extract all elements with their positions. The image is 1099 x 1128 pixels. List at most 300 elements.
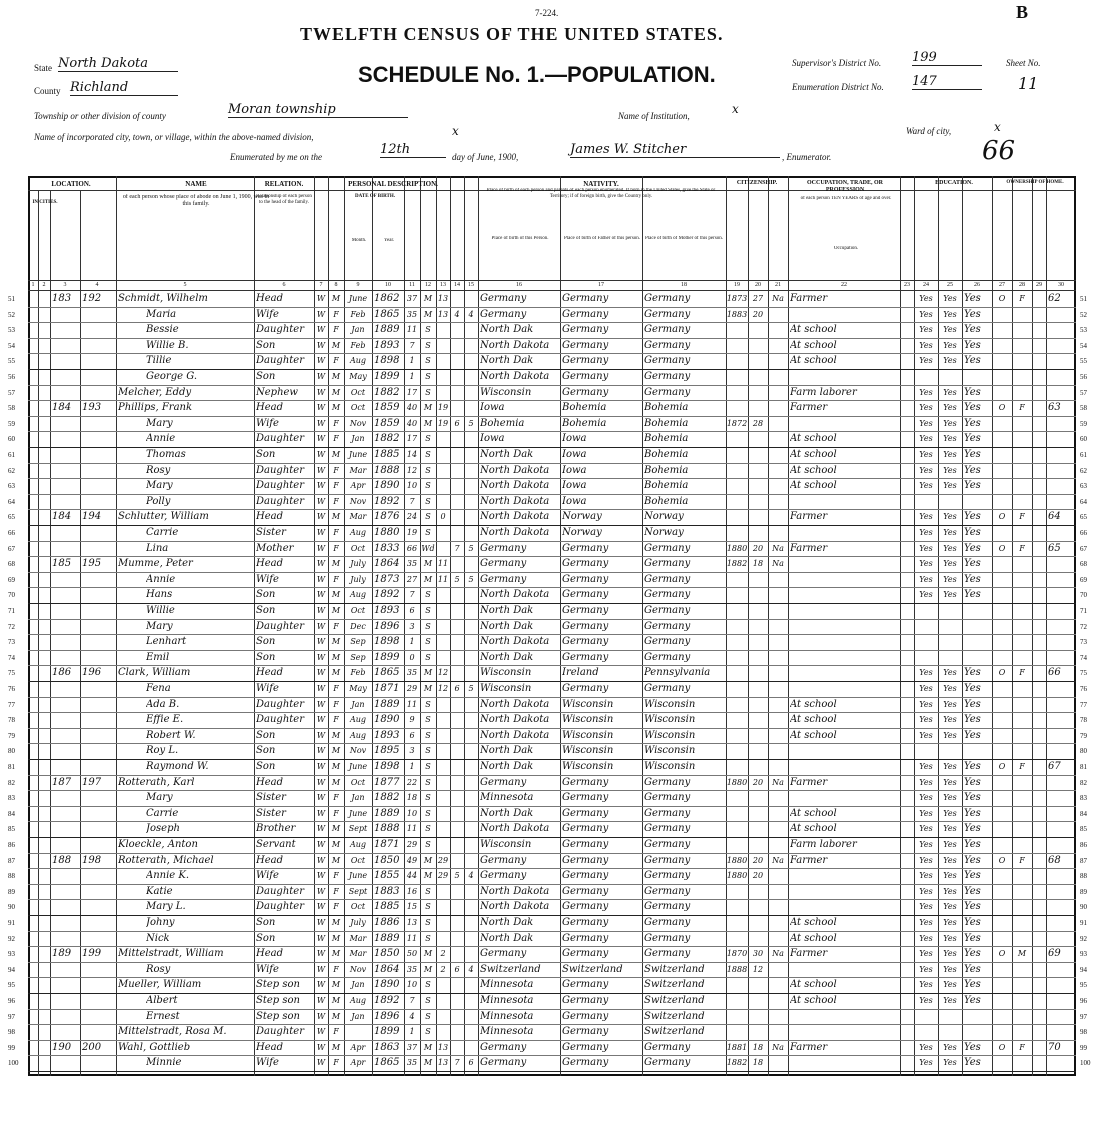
cell-dw bbox=[52, 463, 79, 479]
cell-own: O bbox=[998, 855, 1006, 865]
cell-imm: 1880 bbox=[726, 777, 748, 787]
cell-imm bbox=[726, 634, 748, 650]
cell-ym: 13 bbox=[437, 309, 449, 319]
cell-sex: M bbox=[331, 637, 341, 647]
group-nativity: NATIVITY. bbox=[583, 180, 619, 188]
cell-dw: 187 bbox=[52, 776, 72, 788]
census-row bbox=[8, 385, 1087, 402]
cell-ms: S bbox=[425, 1011, 431, 1021]
cell-fm: F bbox=[1019, 762, 1025, 771]
cell-dw bbox=[52, 821, 79, 837]
cell-nat: Na bbox=[772, 949, 784, 959]
cell-dw bbox=[52, 759, 79, 775]
cell-imm bbox=[726, 478, 748, 494]
pob-father-header: Place of birth of Father of this person. bbox=[563, 236, 641, 241]
cell-farm bbox=[1048, 322, 1075, 338]
cell-fb: Germany bbox=[562, 355, 609, 367]
cell-rd: Yes bbox=[919, 403, 933, 413]
cell-mc bbox=[450, 884, 464, 900]
cell-yr: 1892 bbox=[374, 589, 400, 601]
cell-imm bbox=[726, 931, 748, 947]
cell-nat bbox=[768, 307, 788, 323]
cell-rd bbox=[914, 1009, 938, 1025]
line-number: 81 bbox=[1080, 763, 1087, 771]
cell-mc: 6 bbox=[454, 684, 460, 693]
cell-name: Bessie bbox=[146, 324, 179, 336]
cell-ym bbox=[436, 525, 450, 541]
cell-sex: F bbox=[333, 418, 339, 428]
cell-col: W bbox=[316, 793, 326, 803]
cell-occ: At school bbox=[790, 823, 837, 835]
cell-ms: S bbox=[425, 325, 431, 335]
cell-imm: 1880 bbox=[726, 871, 748, 881]
cell-name: Schlutter, William bbox=[118, 511, 209, 523]
cell-ym bbox=[436, 712, 450, 728]
cell-own bbox=[992, 478, 1012, 494]
cell-rd bbox=[914, 1024, 938, 1040]
cell-mb: Germany bbox=[644, 293, 691, 304]
cell-col: W bbox=[316, 590, 326, 600]
cell-name: Mary L. bbox=[146, 901, 186, 913]
group-name: NAME bbox=[185, 180, 207, 188]
cell-name: Mary bbox=[146, 620, 173, 632]
cell-dw bbox=[52, 962, 79, 978]
cell-col: W bbox=[316, 621, 326, 631]
cell-col: W bbox=[316, 996, 326, 1005]
cell-col: W bbox=[316, 871, 326, 881]
cell-farm bbox=[1048, 1055, 1075, 1071]
cell-farm bbox=[1048, 431, 1075, 447]
cell-ml bbox=[464, 1040, 478, 1056]
cell-fm bbox=[1012, 603, 1032, 619]
cell-fam bbox=[82, 619, 113, 635]
cell-name: Ada B. bbox=[146, 698, 180, 710]
cell-mb: Germany bbox=[644, 901, 691, 913]
cell-fb: Germany bbox=[562, 339, 609, 351]
cell-dw bbox=[52, 525, 79, 541]
cell-wr: Yes bbox=[943, 465, 957, 475]
cell-col: W bbox=[316, 730, 326, 740]
cell-farm bbox=[1048, 385, 1075, 401]
cell-ym bbox=[436, 697, 450, 713]
cell-fm bbox=[1012, 743, 1032, 759]
line-number: 74 bbox=[8, 653, 15, 662]
cell-nat: Na bbox=[772, 1042, 784, 1052]
cell-fb: Wisconsin bbox=[562, 745, 614, 757]
cell-ml bbox=[464, 338, 478, 354]
cell-ms: M bbox=[423, 1042, 433, 1052]
pob-person-header: Place of birth of this Person. bbox=[491, 236, 549, 241]
cell-ym bbox=[436, 634, 450, 650]
cell-occ: Farmer bbox=[790, 1041, 828, 1053]
cell-fm bbox=[1012, 572, 1032, 588]
cell-name: Lina bbox=[146, 542, 169, 554]
cell-pb: North Dakota bbox=[480, 901, 550, 913]
cell-ms: S bbox=[425, 528, 431, 537]
cell-wr: Yes bbox=[943, 543, 957, 553]
cell-mb: Germany bbox=[644, 683, 691, 694]
cell-occ: At school bbox=[790, 464, 837, 476]
cell-pb: North Dakota bbox=[480, 371, 550, 382]
cell-mo: Mar bbox=[349, 465, 367, 475]
line-number: 89 bbox=[1080, 887, 1087, 896]
cell-fb: Germany bbox=[562, 823, 609, 835]
line-number: 54 bbox=[1080, 341, 1087, 350]
cell-age: 44 bbox=[406, 871, 418, 881]
cell-mb: Germany bbox=[644, 1041, 691, 1053]
cell-wr bbox=[938, 650, 962, 666]
cell-ms: M bbox=[423, 294, 433, 303]
cell-wr: Yes bbox=[943, 1042, 957, 1052]
census-row bbox=[8, 291, 1087, 308]
cell-col: W bbox=[316, 855, 326, 865]
cell-sex: F bbox=[333, 808, 339, 818]
cell-imm bbox=[726, 509, 748, 525]
enumerator-name: James W. Stitcher bbox=[570, 142, 780, 158]
cell-wr bbox=[938, 619, 962, 635]
cell-rel: Sister bbox=[256, 527, 286, 538]
cell-farm: 66 bbox=[1048, 667, 1061, 679]
cell-col: W bbox=[316, 668, 326, 678]
line-number: 64 bbox=[8, 497, 15, 506]
cell-yus: 27 bbox=[752, 294, 764, 303]
cell-fb: Norway bbox=[562, 511, 602, 523]
line-number: 96 bbox=[1080, 997, 1087, 1005]
cell-fm bbox=[1012, 868, 1032, 884]
cell-imm bbox=[726, 1009, 748, 1025]
cell-mc bbox=[450, 899, 464, 915]
cell-name: Roy L. bbox=[146, 745, 179, 757]
cell-own bbox=[992, 775, 1012, 791]
column-number: 5 bbox=[183, 282, 187, 288]
cell-age: 35 bbox=[406, 309, 418, 319]
cell-imm bbox=[726, 665, 748, 681]
cell-name: Nick bbox=[146, 932, 170, 944]
cell-rel: Daughter bbox=[256, 885, 304, 897]
cell-ml bbox=[464, 665, 478, 681]
column-number: 19 bbox=[734, 282, 740, 288]
cell-ym bbox=[436, 806, 450, 822]
cell-ml bbox=[464, 603, 478, 619]
cell-ms: S bbox=[425, 606, 431, 615]
line-number: 100 bbox=[1080, 1059, 1091, 1068]
cell-nat bbox=[768, 837, 788, 853]
cell-name: Carrie bbox=[146, 527, 179, 538]
census-row bbox=[8, 697, 1087, 714]
cell-fm bbox=[1012, 322, 1032, 338]
cell-pb: Germany bbox=[480, 1041, 527, 1053]
line-number: 99 bbox=[8, 1043, 15, 1052]
cell-occ bbox=[790, 868, 899, 884]
cell-ml bbox=[464, 400, 478, 416]
line-number: 85 bbox=[8, 825, 15, 834]
cell-mb: Germany bbox=[644, 371, 691, 382]
line-number: 99 bbox=[1080, 1043, 1087, 1052]
cell-col: W bbox=[316, 715, 326, 725]
cell-rel: Step son bbox=[256, 1010, 300, 1022]
cell-age: 14 bbox=[406, 450, 418, 459]
cell-wr: Yes bbox=[943, 855, 957, 865]
cell-mb: Germany bbox=[644, 589, 691, 601]
cell-yus bbox=[748, 509, 768, 525]
cell-fam bbox=[82, 884, 113, 900]
cell-mo: Oct bbox=[350, 543, 366, 553]
column-number: 18 bbox=[681, 282, 687, 288]
cell-pb: North Dakota bbox=[480, 589, 550, 601]
cell-en: Yes bbox=[964, 870, 981, 882]
cell-fm: F bbox=[1019, 1042, 1025, 1052]
line-number: 66 bbox=[1080, 529, 1087, 537]
cell-yr: 1898 bbox=[374, 761, 400, 772]
cell-age: 29 bbox=[406, 840, 418, 849]
cell-rel: Brother bbox=[256, 823, 296, 835]
cell-ml bbox=[464, 884, 478, 900]
cell-rel: Son bbox=[256, 651, 276, 663]
cell-name: Mary bbox=[146, 480, 173, 492]
cell-farm bbox=[1048, 307, 1075, 323]
cell-dw bbox=[52, 993, 79, 1009]
cell-en: Yes bbox=[964, 1041, 981, 1053]
cell-own bbox=[992, 369, 1012, 385]
cell-ml: 5 bbox=[468, 574, 474, 584]
cell-rel: Daughter bbox=[256, 714, 304, 726]
line-number: 57 bbox=[1080, 388, 1087, 397]
cell-ms: S bbox=[425, 808, 431, 818]
ward-value: x bbox=[994, 120, 1001, 134]
cell-mb: Bohemia bbox=[644, 417, 689, 429]
cell-ml bbox=[464, 806, 478, 822]
cell-ml: 6 bbox=[468, 1058, 474, 1068]
cell-dw: 189 bbox=[52, 948, 72, 960]
cell-fm bbox=[1012, 821, 1032, 837]
cell-name: Kloeckle, Anton bbox=[118, 839, 198, 850]
census-row bbox=[8, 1055, 1091, 1072]
cell-mo: July bbox=[350, 559, 366, 569]
line-number: 87 bbox=[8, 856, 15, 865]
line-number: 61 bbox=[8, 451, 15, 459]
cell-farm bbox=[1048, 338, 1075, 354]
cell-sex: M bbox=[331, 1011, 341, 1021]
line-number: 80 bbox=[1080, 747, 1087, 756]
cell-fb: Switzerland bbox=[562, 963, 623, 975]
cell-sex: F bbox=[333, 1058, 339, 1068]
cell-age: 11 bbox=[406, 933, 418, 943]
cell-rel: Son bbox=[256, 745, 276, 757]
cell-rel: Mother bbox=[256, 542, 294, 554]
cell-ms: S bbox=[425, 699, 431, 709]
cell-fm bbox=[1012, 915, 1032, 931]
schedule-title: SCHEDULE No. 1.—POPULATION. bbox=[358, 62, 716, 87]
cell-ms: M bbox=[423, 574, 433, 584]
cell-ym bbox=[436, 619, 450, 635]
cell-fm bbox=[1012, 634, 1032, 650]
cell-own: O bbox=[998, 403, 1006, 413]
cell-en: Yes bbox=[964, 402, 981, 414]
cell-yr: 1898 bbox=[374, 636, 400, 648]
census-row bbox=[8, 806, 1087, 823]
cell-yus bbox=[748, 1024, 768, 1040]
cell-nat bbox=[768, 993, 788, 1009]
cell-name: Rosy bbox=[146, 464, 171, 476]
cell-farm bbox=[1048, 556, 1075, 572]
cell-fm: F bbox=[1019, 543, 1025, 553]
cell-ms: M bbox=[423, 668, 433, 678]
cell-occ bbox=[790, 369, 899, 385]
cell-farm bbox=[1048, 603, 1075, 619]
cell-own bbox=[992, 525, 1012, 541]
cell-occ: Farm laborer bbox=[790, 386, 857, 398]
cell-fam bbox=[82, 899, 113, 915]
cell-dw bbox=[52, 931, 79, 947]
cell-wr: Yes bbox=[943, 325, 957, 335]
cell-ms: S bbox=[425, 746, 431, 756]
line-number: 65 bbox=[1080, 513, 1087, 522]
cell-fb: Germany bbox=[562, 1026, 609, 1038]
cell-mb: Switzerland bbox=[644, 1026, 705, 1038]
state-label: State bbox=[34, 63, 52, 73]
cell-fm bbox=[1012, 931, 1032, 947]
cell-own: O bbox=[998, 1042, 1006, 1052]
group-birth: DATE OF BIRTH. bbox=[355, 194, 395, 199]
cell-mc bbox=[450, 478, 464, 494]
cell-ml bbox=[464, 463, 478, 479]
column-number: 11 bbox=[409, 282, 415, 288]
cell-fm bbox=[1012, 447, 1032, 463]
cell-nat bbox=[768, 868, 788, 884]
cell-own bbox=[992, 416, 1012, 432]
cell-sex: F bbox=[333, 621, 339, 631]
cell-nat bbox=[768, 899, 788, 915]
cell-pb: North Dakota bbox=[480, 698, 550, 710]
cell-occ: Farm laborer bbox=[790, 839, 857, 850]
cell-fb: Wisconsin bbox=[562, 698, 614, 710]
cell-ym bbox=[436, 993, 450, 1009]
cell-name: Katie bbox=[146, 885, 173, 897]
cell-yr: 1871 bbox=[374, 839, 400, 850]
line-number: 51 bbox=[1080, 295, 1087, 303]
cell-own: O bbox=[998, 512, 1006, 522]
cell-nat bbox=[768, 400, 788, 416]
cell-pb: North Dakota bbox=[480, 480, 550, 492]
cell-en bbox=[964, 619, 991, 635]
cell-nat bbox=[768, 587, 788, 603]
cell-fb: Germany bbox=[562, 885, 609, 897]
cell-pb: North Dak bbox=[480, 932, 534, 944]
cell-mc: 4 bbox=[454, 309, 460, 319]
cell-farm bbox=[1048, 993, 1075, 1009]
cell-yus: 20 bbox=[752, 871, 764, 881]
cell-en: Yes bbox=[964, 293, 981, 304]
line-number: 90 bbox=[8, 903, 15, 912]
cell-nat bbox=[768, 931, 788, 947]
county-label: County bbox=[34, 86, 61, 96]
cell-rel: Son bbox=[256, 729, 276, 741]
cell-age: 1 bbox=[409, 637, 415, 647]
cell-fm bbox=[1012, 1024, 1032, 1040]
cell-yus bbox=[748, 790, 768, 806]
cell-fb: Germany bbox=[562, 293, 609, 304]
cell-mo: June bbox=[348, 871, 368, 881]
cell-pb: Germany bbox=[480, 558, 527, 570]
cell-dw: 185 bbox=[52, 558, 72, 570]
cell-mo: May bbox=[349, 684, 367, 693]
cell-col: W bbox=[316, 684, 326, 693]
cell-own bbox=[992, 977, 1012, 993]
cell-name: Tillie bbox=[146, 355, 172, 367]
cell-occ bbox=[790, 665, 899, 681]
cell-sex: F bbox=[333, 325, 339, 335]
cell-col: W bbox=[316, 434, 326, 444]
cell-ym bbox=[436, 821, 450, 837]
cell-nat bbox=[768, 634, 788, 650]
cell-wr: Yes bbox=[943, 403, 957, 413]
cell-sex: M bbox=[331, 668, 341, 678]
cell-ym bbox=[436, 977, 450, 993]
cell-yus bbox=[748, 587, 768, 603]
cell-col: W bbox=[316, 294, 326, 303]
cell-en: Yes bbox=[964, 995, 981, 1006]
cell-wr bbox=[938, 369, 962, 385]
cell-wr: Yes bbox=[943, 824, 957, 834]
cell-ym: 29 bbox=[437, 871, 449, 881]
cell-en: Yes bbox=[964, 324, 981, 336]
cell-col: W bbox=[316, 886, 326, 896]
cell-col: W bbox=[316, 481, 326, 491]
cell-pb: North Dak bbox=[480, 807, 534, 819]
cell-mb: Bohemia bbox=[644, 480, 689, 492]
line-number: 77 bbox=[1080, 700, 1087, 709]
cell-yr: 1863 bbox=[374, 1041, 400, 1053]
line-number: 83 bbox=[8, 794, 15, 803]
cell-own bbox=[992, 899, 1012, 915]
cell-name: Thomas bbox=[146, 449, 186, 460]
cell-sex: F bbox=[333, 543, 339, 553]
cell-occ: Farmer bbox=[790, 948, 828, 960]
cell-mc bbox=[450, 463, 464, 479]
cell-pb: Germany bbox=[480, 293, 527, 304]
cell-mb: Norway bbox=[644, 527, 684, 538]
cell-yr: 1876 bbox=[374, 511, 400, 523]
cell-col: W bbox=[316, 980, 326, 990]
cell-col: W bbox=[316, 777, 326, 787]
cell-name: Johny bbox=[146, 917, 175, 928]
cell-name: Mary bbox=[146, 417, 173, 429]
cell-col: W bbox=[316, 356, 326, 366]
cell-ym bbox=[436, 603, 450, 619]
cell-mo: Aug bbox=[349, 996, 367, 1005]
cell-rel: Head bbox=[256, 558, 284, 570]
cell-name: Lenhart bbox=[146, 636, 187, 648]
cell-mb: Germany bbox=[644, 885, 691, 897]
cell-mo: Dec bbox=[350, 621, 366, 631]
line-number: 93 bbox=[8, 950, 15, 959]
institution-value: x bbox=[732, 102, 739, 116]
cell-fam bbox=[82, 697, 113, 713]
cell-dw: 188 bbox=[52, 854, 72, 866]
cell-farm: 62 bbox=[1048, 293, 1061, 304]
cell-age: 40 bbox=[406, 403, 418, 413]
cell-yr: 1882 bbox=[374, 386, 400, 398]
cell-sex: M bbox=[331, 387, 341, 397]
census-row bbox=[8, 1024, 1087, 1041]
cell-yr: 1873 bbox=[374, 573, 400, 585]
cell-yr: 1889 bbox=[374, 698, 400, 710]
cell-age: 1 bbox=[409, 372, 415, 381]
cell-ml bbox=[464, 915, 478, 931]
cell-mb: Pennsylvania bbox=[644, 667, 711, 679]
cell-pb: North Dakota bbox=[480, 729, 550, 741]
cell-mo: Sept bbox=[348, 824, 368, 834]
